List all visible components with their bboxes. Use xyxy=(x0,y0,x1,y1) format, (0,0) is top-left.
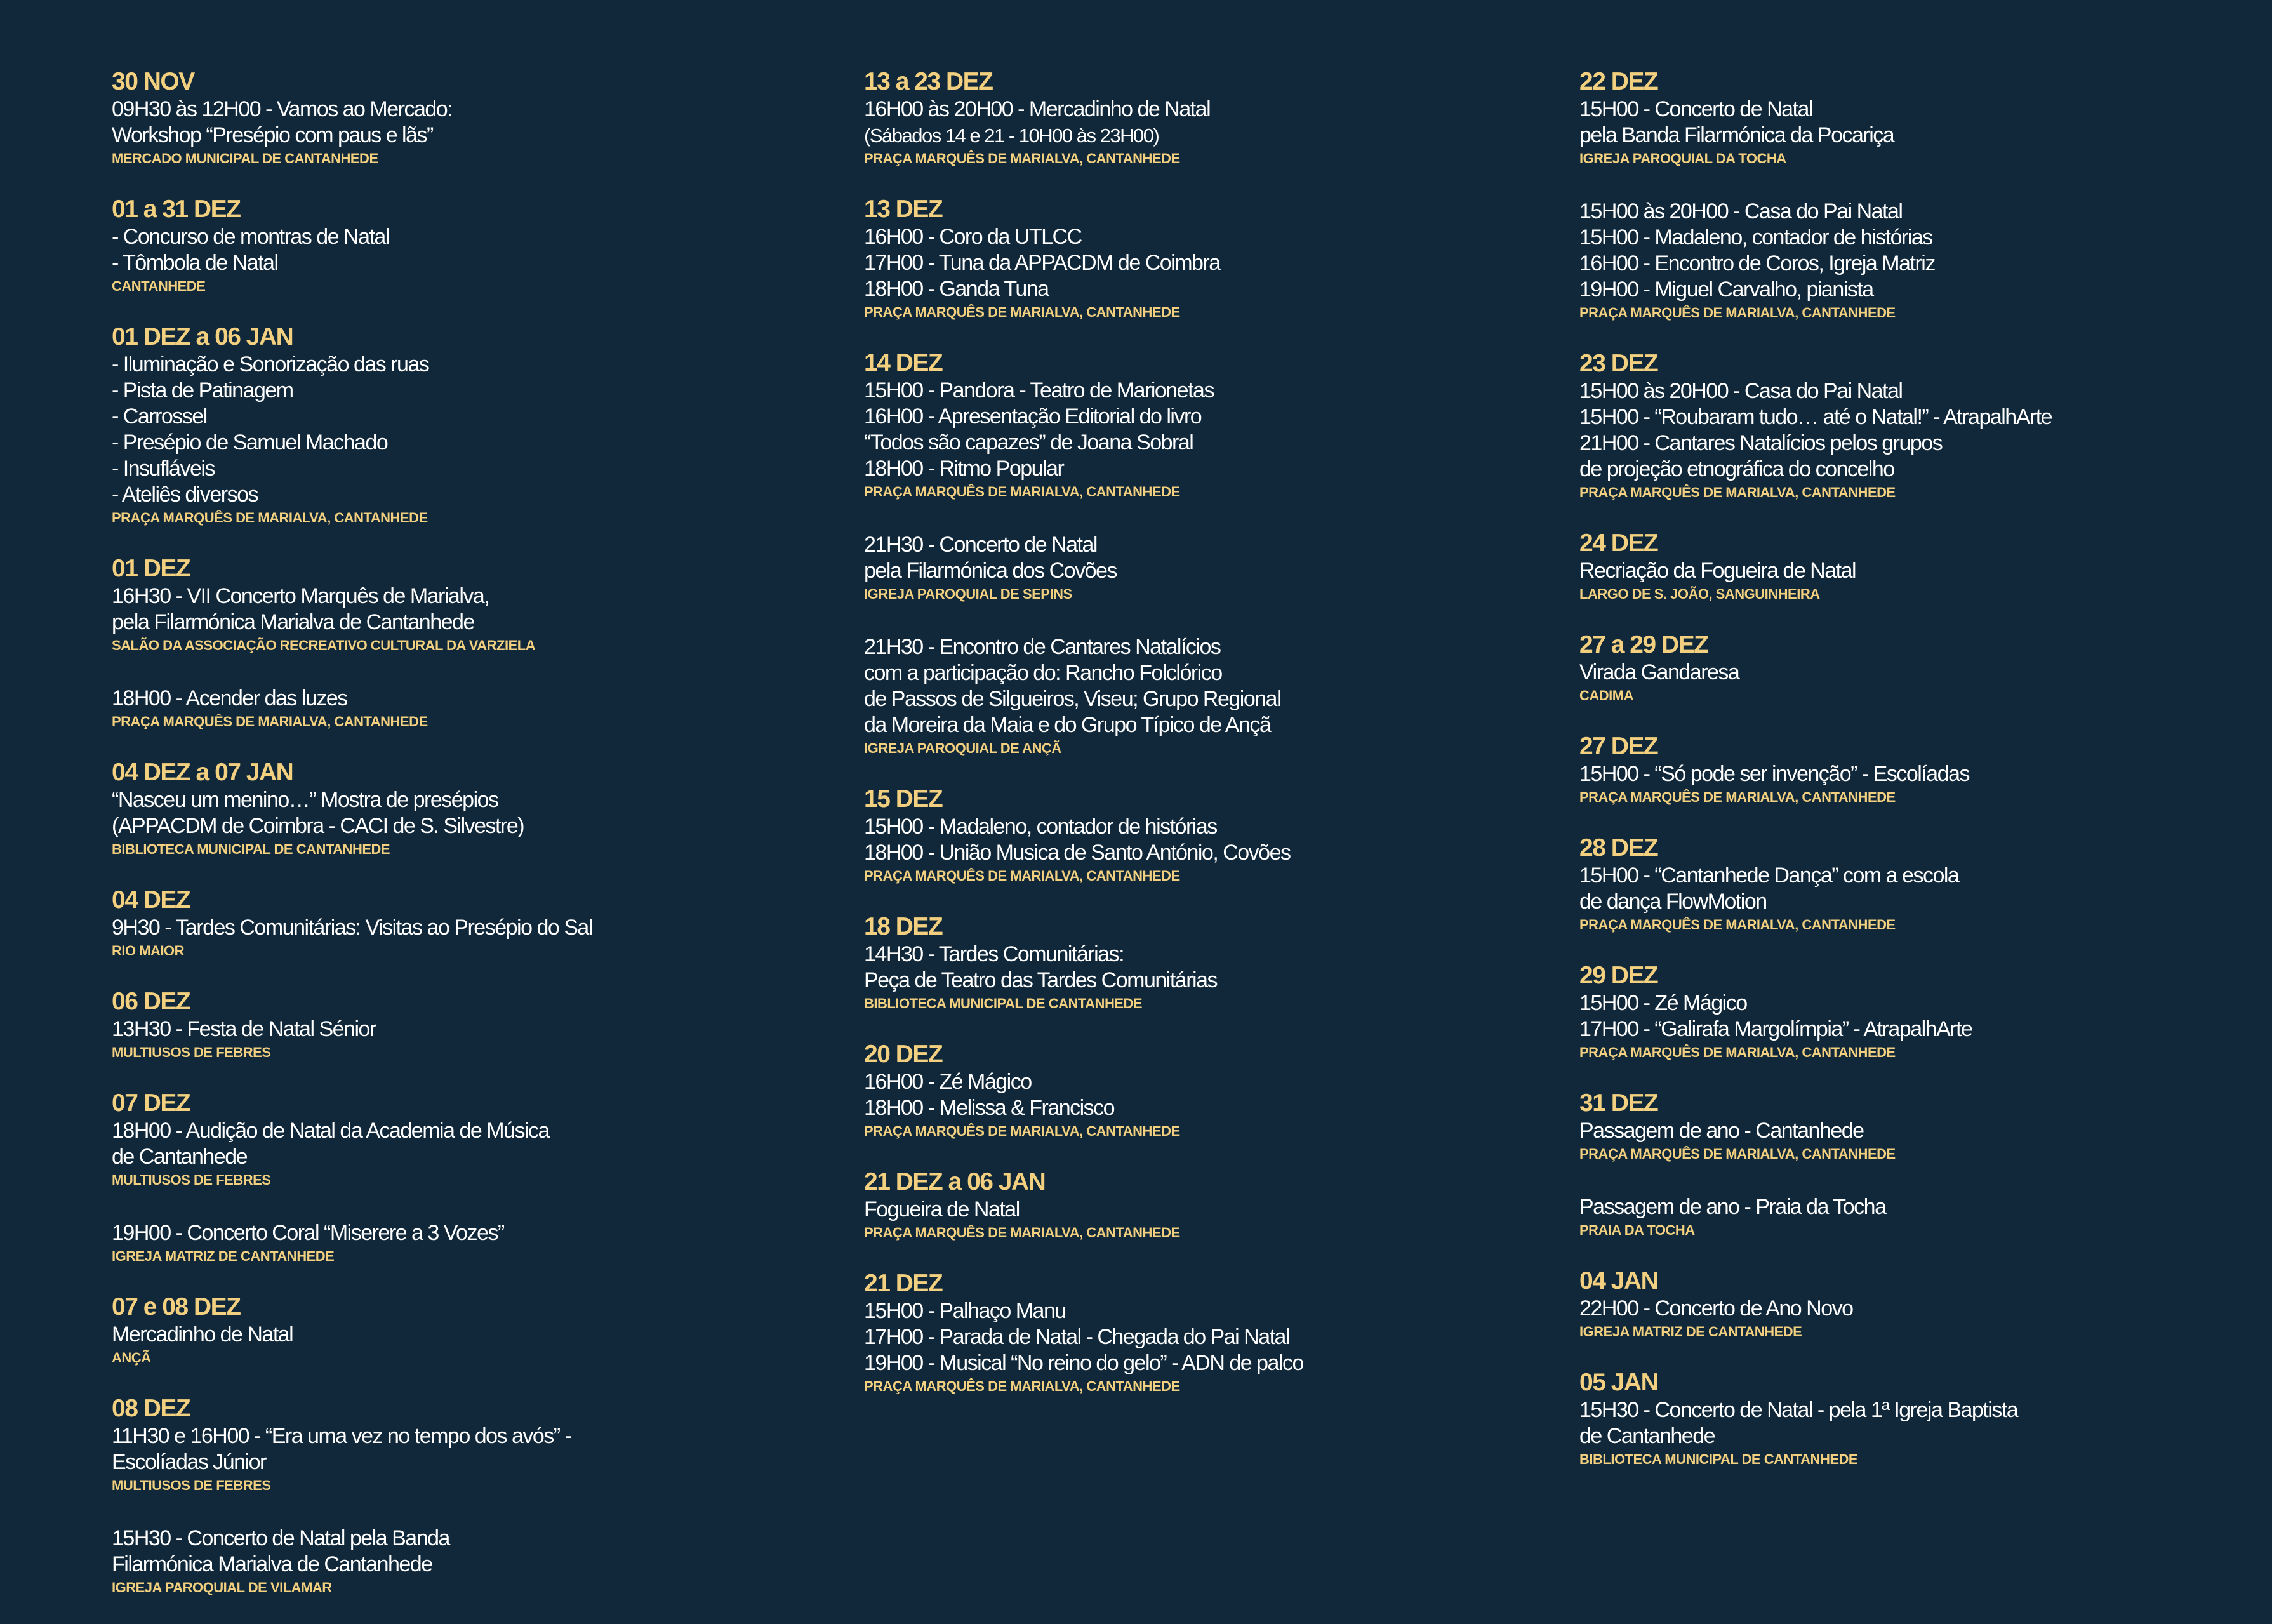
event-description: 09H30 às 12H00 - Vamos ao Mercado: xyxy=(112,97,453,121)
event-date: 04 DEZ a 07 JAN xyxy=(112,759,293,786)
event-description: 16H00 - Coro da UTLCC xyxy=(864,225,1082,249)
event-location: SALÃO DA ASSOCIAÇÃO RECREATIVO CULTURAL DA VARZIELA xyxy=(112,637,536,653)
event-location: PRAIA DA TOCHA xyxy=(1579,1222,1695,1238)
event-description: de Cantanhede xyxy=(1579,1424,1715,1448)
event-location: MULTIUSOS DE FEBRES xyxy=(112,1477,271,1493)
event-date: 04 DEZ xyxy=(112,886,190,914)
event-location: BIBLIOTECA MUNICIPAL DE CANTANHEDE xyxy=(112,841,390,857)
event-group xyxy=(1579,990,2252,1062)
event-description: 21H30 - Concerto de Natal xyxy=(864,533,1097,557)
event-note: (Sábados 14 e 21 - 10H00 às 23H00) xyxy=(864,124,1159,147)
event-description: 19H00 - Musical “No reino do gelo” - ADN de palco xyxy=(864,1351,1303,1375)
event-location: PRAÇA MARQUÊS DE MARIALVA, CANTANHEDE xyxy=(864,304,1180,320)
event-description: (APPACDM de Coimbra - CACI de S. Silvestre) xyxy=(112,814,524,838)
event-date: 05 JAN xyxy=(1579,1369,1658,1396)
schedule-column-3 xyxy=(1579,67,2252,1496)
event-description: 14H30 - Tardes Comunitárias: xyxy=(864,942,1124,966)
event-day xyxy=(112,758,785,859)
event-location: CADIMA xyxy=(1579,688,1633,703)
event-location: RIO MAIOR xyxy=(112,943,185,959)
event-location: PRAÇA MARQUÊS DE MARIALVA, CANTANHEDE xyxy=(864,868,1180,884)
event-location: ANÇÃ xyxy=(112,1350,151,1366)
event-day xyxy=(112,1089,785,1266)
event-group xyxy=(1579,558,2252,604)
event-group xyxy=(864,1298,1537,1396)
event-day xyxy=(1579,630,2252,705)
event-day xyxy=(864,1269,1537,1396)
event-date: 27 a 29 DEZ xyxy=(1579,631,1708,658)
event-description: 15H00 - Zé Mágico xyxy=(1579,991,1747,1015)
event-description: 16H00 - Zé Mágico xyxy=(864,1070,1032,1094)
event-description: 15H00 - “Roubaram tudo… até o Natal!” - AtrapalhArte xyxy=(1579,405,2052,429)
event-description: 19H00 - Concerto Coral “Miserere a 3 Vozes” xyxy=(112,1221,504,1245)
event-description: 17H00 - Parada de Natal - Chegada do Pai Natal xyxy=(864,1325,1290,1349)
event-description: 18H00 - Ritmo Popular xyxy=(864,456,1064,481)
event-description: 18H00 - União Musica de Santo António, Covões xyxy=(864,841,1291,865)
event-group xyxy=(112,97,785,168)
event-date: 07 e 08 DEZ xyxy=(112,1293,241,1321)
event-description: 15H00 às 20H00 - Casa do Pai Natal xyxy=(1579,199,1903,223)
event-day xyxy=(1579,834,2252,935)
event-group xyxy=(864,97,1537,168)
event-group xyxy=(112,352,785,528)
event-description: Peça de Teatro das Tardes Comunitárias xyxy=(864,968,1217,992)
event-day xyxy=(112,195,785,296)
event-group xyxy=(112,224,785,296)
event-description: de dança FlowMotion xyxy=(1579,889,1767,914)
event-day xyxy=(864,1040,1537,1141)
event-day xyxy=(864,67,1537,168)
event-description: 18H00 - Ganda Tuna xyxy=(864,277,1049,301)
event-day xyxy=(112,987,785,1062)
event-description: 15H00 às 20H00 - Casa do Pai Natal xyxy=(1579,379,1903,403)
event-description: - Concurso de montras de Natal xyxy=(112,225,389,249)
event-group xyxy=(1579,1397,2252,1469)
event-group xyxy=(864,814,1537,886)
event-day xyxy=(112,1293,785,1368)
event-group xyxy=(1579,1194,2252,1240)
event-description: 19H00 - Miguel Carvalho, pianista xyxy=(1579,277,1873,302)
event-group xyxy=(112,915,785,961)
event-group xyxy=(864,224,1537,322)
event-group xyxy=(1579,1118,2252,1164)
event-date: 13 DEZ xyxy=(864,196,943,223)
event-date: 06 DEZ xyxy=(112,988,190,1015)
event-day xyxy=(864,349,1537,758)
event-group xyxy=(864,1069,1537,1141)
event-day xyxy=(1579,732,2252,807)
event-date: 18 DEZ xyxy=(864,913,943,940)
event-location: IGREJA PAROQUIAL DE SEPINS xyxy=(864,586,1072,602)
event-group xyxy=(112,1526,785,1597)
event-location: CANTANHEDE xyxy=(112,278,206,294)
event-location: PRAÇA MARQUÊS DE MARIALVA, CANTANHEDE xyxy=(864,1378,1180,1394)
event-group xyxy=(864,634,1537,758)
event-description: 18H00 - Melissa & Francisco xyxy=(864,1096,1115,1120)
event-group xyxy=(864,1197,1537,1242)
event-day xyxy=(112,554,785,731)
event-description: 17H00 - Tuna da APPACDM de Coimbra xyxy=(864,251,1220,275)
event-date: 01 DEZ a 06 JAN xyxy=(112,323,293,350)
event-description: 17H00 - “Galirafa Margolímpia” - AtrapalhArte xyxy=(1579,1017,1972,1041)
event-description: 15H00 - “Cantanhede Dança” com a escola xyxy=(1579,863,1959,888)
event-description: “Todos são capazes” de Joana Sobral xyxy=(864,430,1193,455)
event-date: 24 DEZ xyxy=(1579,529,1658,557)
event-location: IGREJA MATRIZ DE CANTANHEDE xyxy=(112,1248,335,1264)
event-description: 15H00 - Concerto de Natal xyxy=(1579,97,1812,121)
event-group xyxy=(1579,199,2252,323)
event-location: IGREJA PAROQUIAL DA TOCHA xyxy=(1579,150,1786,166)
event-description: 18H00 - Acender das luzes xyxy=(112,686,347,710)
event-location: IGREJA PAROQUIAL DE VILAMAR xyxy=(112,1580,332,1595)
event-description: da Moreira da Maia e do Grupo Típico de Ançã xyxy=(864,713,1271,737)
event-group xyxy=(112,1423,785,1495)
event-group xyxy=(112,1016,785,1062)
event-description: Virada Gandaresa xyxy=(1579,660,1739,684)
event-description: Passagem de ano - Praia da Tocha xyxy=(1579,1195,1886,1219)
event-description: Fogueira de Natal xyxy=(864,1197,1020,1221)
event-group xyxy=(112,1220,785,1266)
event-group xyxy=(864,942,1537,1013)
event-group xyxy=(112,1118,785,1190)
event-description: - Presépio de Samuel Machado xyxy=(112,430,388,455)
event-description: 16H00 às 20H00 - Mercadinho de Natal xyxy=(864,97,1211,121)
event-description: - Pista de Patinagem xyxy=(112,378,293,403)
event-date: 15 DEZ xyxy=(864,785,943,813)
event-date: 30 NOV xyxy=(112,68,194,95)
event-date: 31 DEZ xyxy=(1579,1089,1658,1117)
event-description: 15H00 - Palhaço Manu xyxy=(864,1299,1066,1323)
event-day xyxy=(112,1394,785,1597)
event-description: 13H30 - Festa de Natal Sénior xyxy=(112,1017,376,1041)
event-description: Workshop “Presépio com paus e lãs” xyxy=(112,123,433,147)
event-description: Filarmónica Marialva de Cantanhede xyxy=(112,1552,432,1576)
event-location: PRAÇA MARQUÊS DE MARIALVA, CANTANHEDE xyxy=(1579,1044,1896,1060)
event-location: PRAÇA MARQUÊS DE MARIALVA, CANTANHEDE xyxy=(1579,305,1896,321)
event-group xyxy=(112,686,785,731)
event-date: 22 DEZ xyxy=(1579,68,1658,95)
event-location: PRAÇA MARQUÊS DE MARIALVA, CANTANHEDE xyxy=(1579,1146,1896,1162)
event-group xyxy=(1579,1296,2252,1341)
event-group xyxy=(112,1322,785,1368)
event-day xyxy=(1579,1267,2252,1341)
event-day xyxy=(1579,961,2252,1062)
schedule-column-1 xyxy=(112,67,785,1624)
event-day xyxy=(1579,349,2252,502)
event-day xyxy=(1579,529,2252,604)
event-description: de projeção etnográfica do concelho xyxy=(1579,457,1894,481)
event-group xyxy=(1579,97,2252,168)
event-date: 27 DEZ xyxy=(1579,733,1658,760)
event-description: 16H30 - VII Concerto Marquês de Marialva, xyxy=(112,584,489,608)
event-location: MERCADO MUNICIPAL DE CANTANHEDE xyxy=(112,150,378,166)
event-group xyxy=(1579,761,2252,807)
event-date: 07 DEZ xyxy=(112,1089,190,1117)
event-description: de Cantanhede xyxy=(112,1145,248,1169)
event-date: 01 a 31 DEZ xyxy=(112,196,241,223)
event-description: - Iluminação e Sonorização das ruas xyxy=(112,352,429,376)
event-day xyxy=(864,912,1537,1013)
event-day xyxy=(864,1168,1537,1242)
event-group xyxy=(1579,660,2252,705)
event-description: 15H00 - “Só pode ser invenção” - Escolíadas xyxy=(1579,762,1969,786)
event-location: BIBLIOTECA MUNICIPAL DE CANTANHEDE xyxy=(864,995,1143,1011)
event-location: PRAÇA MARQUÊS DE MARIALVA, CANTANHEDE xyxy=(864,484,1180,500)
event-location: IGREJA MATRIZ DE CANTANHEDE xyxy=(1579,1324,1802,1340)
event-location: PRAÇA MARQUÊS DE MARIALVA, CANTANHEDE xyxy=(112,714,428,729)
event-location: MULTIUSOS DE FEBRES xyxy=(112,1172,271,1188)
event-location: IGREJA PAROQUIAL DE ANÇÃ xyxy=(864,740,1061,756)
event-description: 16H00 - Encontro de Coros, Igreja Matriz xyxy=(1579,251,1935,276)
event-description: 15H30 - Concerto de Natal pela Banda xyxy=(112,1526,449,1550)
event-date: 23 DEZ xyxy=(1579,350,1658,377)
event-day xyxy=(112,67,785,168)
event-date: 08 DEZ xyxy=(112,1395,190,1422)
event-date: 04 JAN xyxy=(1579,1267,1658,1295)
event-day xyxy=(1579,1089,2252,1240)
event-day xyxy=(1579,1368,2252,1469)
event-description: 16H00 - Apresentação Editorial do livro xyxy=(864,404,1202,429)
event-location: MULTIUSOS DE FEBRES xyxy=(112,1044,271,1060)
event-location: LARGO DE S. JOÃO, SANGUINHEIRA xyxy=(1579,586,1820,602)
schedule-column-2 xyxy=(864,67,1537,1423)
event-description: 15H00 - Madaleno, contador de histórias xyxy=(1579,225,1932,250)
event-location: BIBLIOTECA MUNICIPAL DE CANTANHEDE xyxy=(1579,1451,1858,1467)
event-description: com a participação do: Rancho Folclórico xyxy=(864,661,1222,685)
event-day xyxy=(112,886,785,961)
event-description: 18H00 - Audição de Natal da Academia de Música xyxy=(112,1119,549,1143)
event-group xyxy=(112,583,785,655)
event-description: - Tômbola de Natal xyxy=(112,251,278,275)
event-description: 9H30 - Tardes Comunitárias: Visitas ao Presépio do Sal xyxy=(112,915,592,940)
event-group xyxy=(1579,863,2252,935)
event-description: Passagem de ano - Cantanhede xyxy=(1579,1119,1864,1143)
event-description: pela Banda Filarmónica da Pocariça xyxy=(1579,123,1894,147)
event-date: 21 DEZ a 06 JAN xyxy=(864,1168,1046,1195)
event-description: pela Filarmónica dos Covões xyxy=(864,559,1117,583)
event-date: 13 a 23 DEZ xyxy=(864,68,993,95)
event-date: 28 DEZ xyxy=(1579,834,1658,862)
event-location: PRAÇA MARQUÊS DE MARIALVA, CANTANHEDE xyxy=(112,510,428,526)
event-group xyxy=(1579,378,2252,502)
event-day xyxy=(864,195,1537,322)
event-location: PRAÇA MARQUÊS DE MARIALVA, CANTANHEDE xyxy=(864,1123,1180,1139)
event-day xyxy=(112,323,785,528)
event-description: “Nasceu um menino…” Mostra de presépios xyxy=(112,788,498,812)
event-description: 15H00 - Madaleno, contador de histórias xyxy=(864,815,1217,839)
event-location: PRAÇA MARQUÊS DE MARIALVA, CANTANHEDE xyxy=(1579,789,1896,805)
event-location: PRAÇA MARQUÊS DE MARIALVA, CANTANHEDE xyxy=(864,150,1180,166)
event-description: 21H00 - Cantares Natalícios pelos grupos xyxy=(1579,431,1943,455)
event-group xyxy=(864,378,1537,502)
event-date: 14 DEZ xyxy=(864,349,943,376)
event-description: Recriação da Fogueira de Natal xyxy=(1579,559,1856,583)
event-date: 20 DEZ xyxy=(864,1041,943,1068)
event-description: pela Filarmónica Marialva de Cantanhede xyxy=(112,610,474,634)
event-description: - Ateliês diversos xyxy=(112,483,258,507)
event-date: 29 DEZ xyxy=(1579,962,1658,989)
event-group xyxy=(864,532,1537,604)
event-description: 15H30 - Concerto de Natal - pela 1ª Igreja Baptista xyxy=(1579,1398,2018,1422)
event-location: PRAÇA MARQUÊS DE MARIALVA, CANTANHEDE xyxy=(1579,484,1896,500)
event-description: - Insufláveis xyxy=(112,456,215,481)
event-date: 01 DEZ xyxy=(112,555,190,582)
event-description: 21H30 - Encontro de Cantares Natalícios xyxy=(864,635,1221,659)
event-description: - Carrossel xyxy=(112,404,207,429)
event-location: PRAÇA MARQUÊS DE MARIALVA, CANTANHEDE xyxy=(1579,917,1896,933)
event-description: Mercadinho de Natal xyxy=(112,1322,293,1347)
event-description: 11H30 e 16H00 - “Era uma vez no tempo dos avós” - xyxy=(112,1424,571,1448)
event-day xyxy=(864,785,1537,886)
event-description: 22H00 - Concerto de Ano Novo xyxy=(1579,1296,1853,1321)
event-group xyxy=(112,787,785,859)
event-day xyxy=(1579,67,2252,323)
event-description: Escolíadas Júnior xyxy=(112,1450,266,1474)
event-date: 21 DEZ xyxy=(864,1270,943,1297)
event-location: PRAÇA MARQUÊS DE MARIALVA, CANTANHEDE xyxy=(864,1225,1180,1241)
event-description: 15H00 - Pandora - Teatro de Marionetas xyxy=(864,378,1214,403)
event-description: de Passos de Silgueiros, Viseu; Grupo Regional xyxy=(864,687,1281,711)
